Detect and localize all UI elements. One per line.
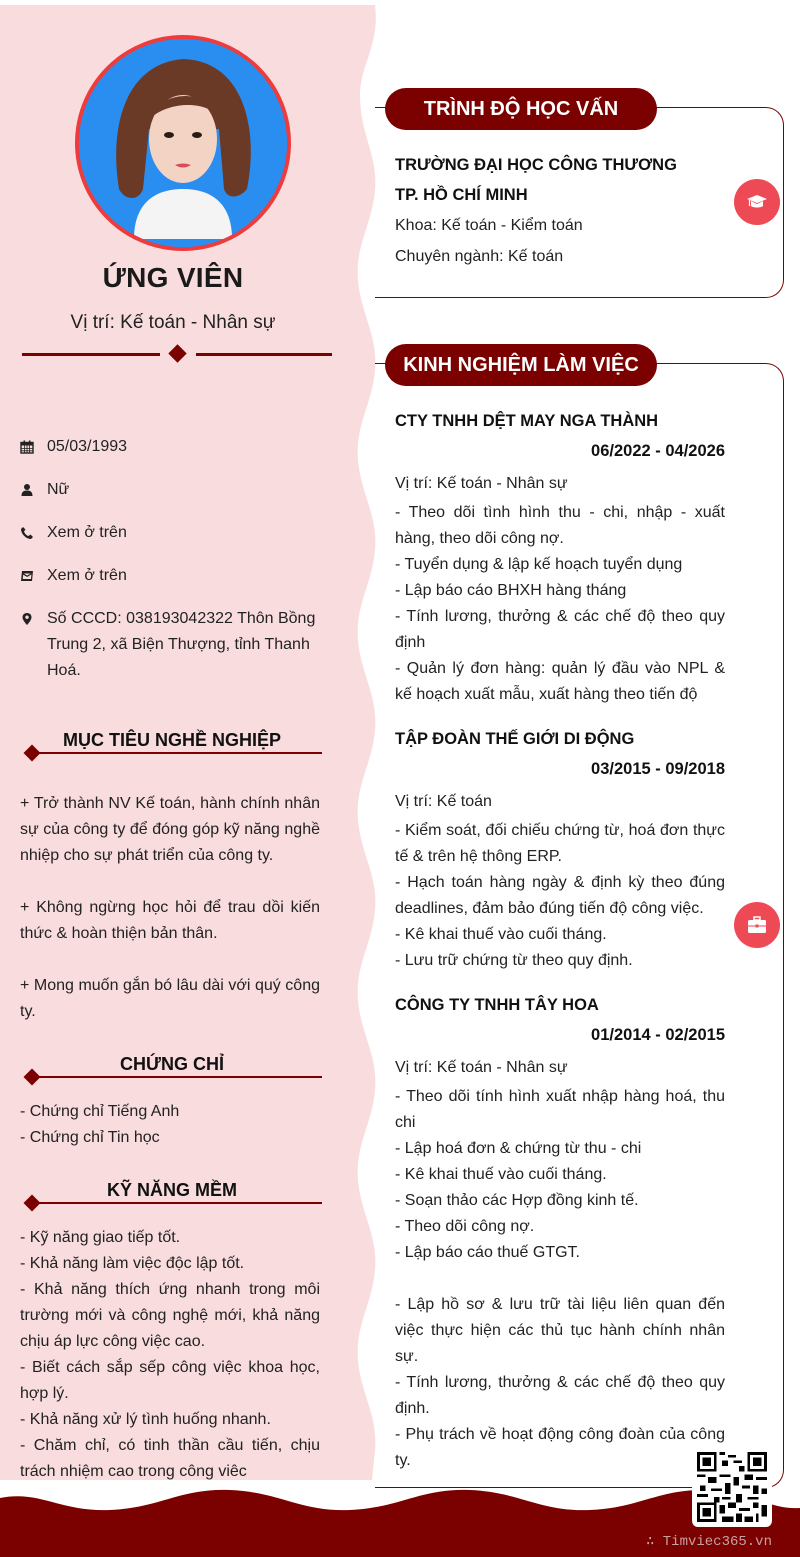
soft-skills-list: - Kỹ năng giao tiếp tốt. - Khả năng làm việc độc lập tốt. - Khả năng thích ứng nhanh trong môi trường mới và công nghệ mới, khả năng chịu áp lực công việc cao. - Biết cách sắp sếp công việc khoa học, hợp lý. - Khả năng xử lý tình huống nhanh. - Chăm chỉ, có tinh thần cầu tiến, chịu trách nhiệm cao trong công viêc [20, 1229, 320, 1480]
job-company: CTY TNHH DỆT MAY NGA THÀNH [395, 412, 659, 430]
job-description: - Theo dõi tính hình xuất nhập hàng hoá, thu chi - Lập hoá đơn & chứng từ thu - chi - Kê khai thuế vào cuối tháng. - Soạn thảo các Hợp đồng kinh tế. - Theo dõi công nợ. - Lập báo cáo thuế GTGT. - Lập hồ sơ & lưu trữ tài liệu liên quan đến việc thực hiện các thủ tục hành chính nhân sự. - Tính lương, thưởng & các chế độ theo quy định. - Phụ trách về hoạt động công đoàn của công ty. [395, 1088, 725, 1469]
left-panel [0, 0, 360, 1480]
contact-phone: Xem ở trên [20, 520, 320, 546]
contact-gender: Nữ [20, 477, 320, 503]
job-description: - Theo dõi tình hình thu - chi, nhập - xuất hàng, theo dõi công nợ. - Tuyển dụng & lập kế hoạch tuyển dụng - Lập báo cáo BHXH hàng tháng - Tính lương, thưởng & các chế độ theo quy định - Quản lý đơn hàng: quản lý đầu vào NPL & kế hoạch xuất mẫu, xuất hàng theo tiến độ [395, 504, 725, 703]
job-description: - Kiểm soát, đối chiếu chứng từ, hoá đơn thực tế & trên hệ thông ERP. - Hạch toán hàng ngày & định kỳ theo đúng deadlines, đảm bảo đúng tiến độ công việc. - Kê khai thuế vào cuối tháng. - Lưu trữ chứng từ theo quy định. [395, 822, 725, 969]
education-faculty: Khoa: Kế toán - Kiểm toán [395, 217, 583, 234]
section-title-certificates: CHỨNG CHỈ [22, 1054, 322, 1084]
job-item [395, 406, 725, 708]
education-major: Chuyên ngành: Kế toán [395, 248, 564, 265]
contact-address: Số CCCD: 038193042322 Thôn Bồng Trung 2, xã Biện Thượng, tỉnh Thanh Hoá. [20, 606, 320, 684]
education-title: TRÌNH ĐỘ HỌC VẤN [385, 88, 657, 130]
avatar-photo [79, 39, 287, 247]
name-divider [22, 346, 332, 362]
certificates-list: - Chứng chỉ Tiếng Anh - Chứng chỉ Tin học [20, 1103, 180, 1146]
graduation-cap-icon [734, 179, 780, 225]
qr-code-icon [692, 1447, 772, 1527]
avatar [75, 35, 291, 251]
candidate-position: Vị trí: Kế toán - Nhân sự [70, 312, 276, 333]
job-item [395, 990, 725, 1474]
job-date: 06/2022 - 04/2026 [591, 442, 725, 460]
location-icon [20, 606, 47, 632]
experience-content [395, 406, 725, 1482]
user-icon [20, 477, 47, 503]
phone-icon [20, 520, 47, 546]
section-title-soft-skills: KỸ NĂNG MỀM [22, 1180, 322, 1210]
calendar-icon [20, 434, 47, 460]
job-position: Vị trí: Kế toán [395, 793, 492, 810]
job-item [395, 724, 725, 974]
school-name-line2: TP. HỒ CHÍ MINH [395, 186, 528, 204]
education-content [395, 150, 725, 272]
job-company: TẬP ĐOÀN THẾ GIỚI DI ĐỘNG [395, 730, 635, 748]
email-icon [20, 563, 47, 589]
section-title-objective: MỤC TIÊU NGHỀ NGHIỆP [22, 730, 322, 760]
job-position: Vị trí: Kế toán - Nhân sự [395, 475, 568, 492]
contact-info [20, 434, 320, 701]
objective-text: + Trở thành NV Kế toán, hành chính nhân sự của công ty để đóng góp kỹ năng nghề nhiệp cho sự phát triển của công ty. + Không ngừng học hỏi để trau dồi kiến thức & hoàn thiện bản thân. + Mong muốn gắn bó lâu dài với quý công ty. [20, 795, 320, 1020]
job-date: 01/2014 - 02/2015 [591, 1026, 725, 1044]
contact-email: Xem ở trên [20, 563, 320, 589]
candidate-name: ỨNG VIÊN [102, 262, 244, 293]
contact-birthday: 05/03/1993 [20, 434, 320, 460]
school-name-line1: TRƯỜNG ĐẠI HỌC CÔNG THƯƠNG [395, 156, 677, 174]
job-date: 03/2015 - 09/2018 [591, 760, 725, 778]
job-company: CÔNG TY TNHH TÂY HOA [395, 996, 599, 1014]
briefcase-icon [734, 902, 780, 948]
experience-title: KINH NGHIỆM LÀM VIỆC [385, 344, 657, 386]
brand-watermark[interactable]: ∴ Timviec365.vn [645, 1534, 772, 1550]
job-position: Vị trí: Kế toán - Nhân sự [395, 1059, 568, 1076]
